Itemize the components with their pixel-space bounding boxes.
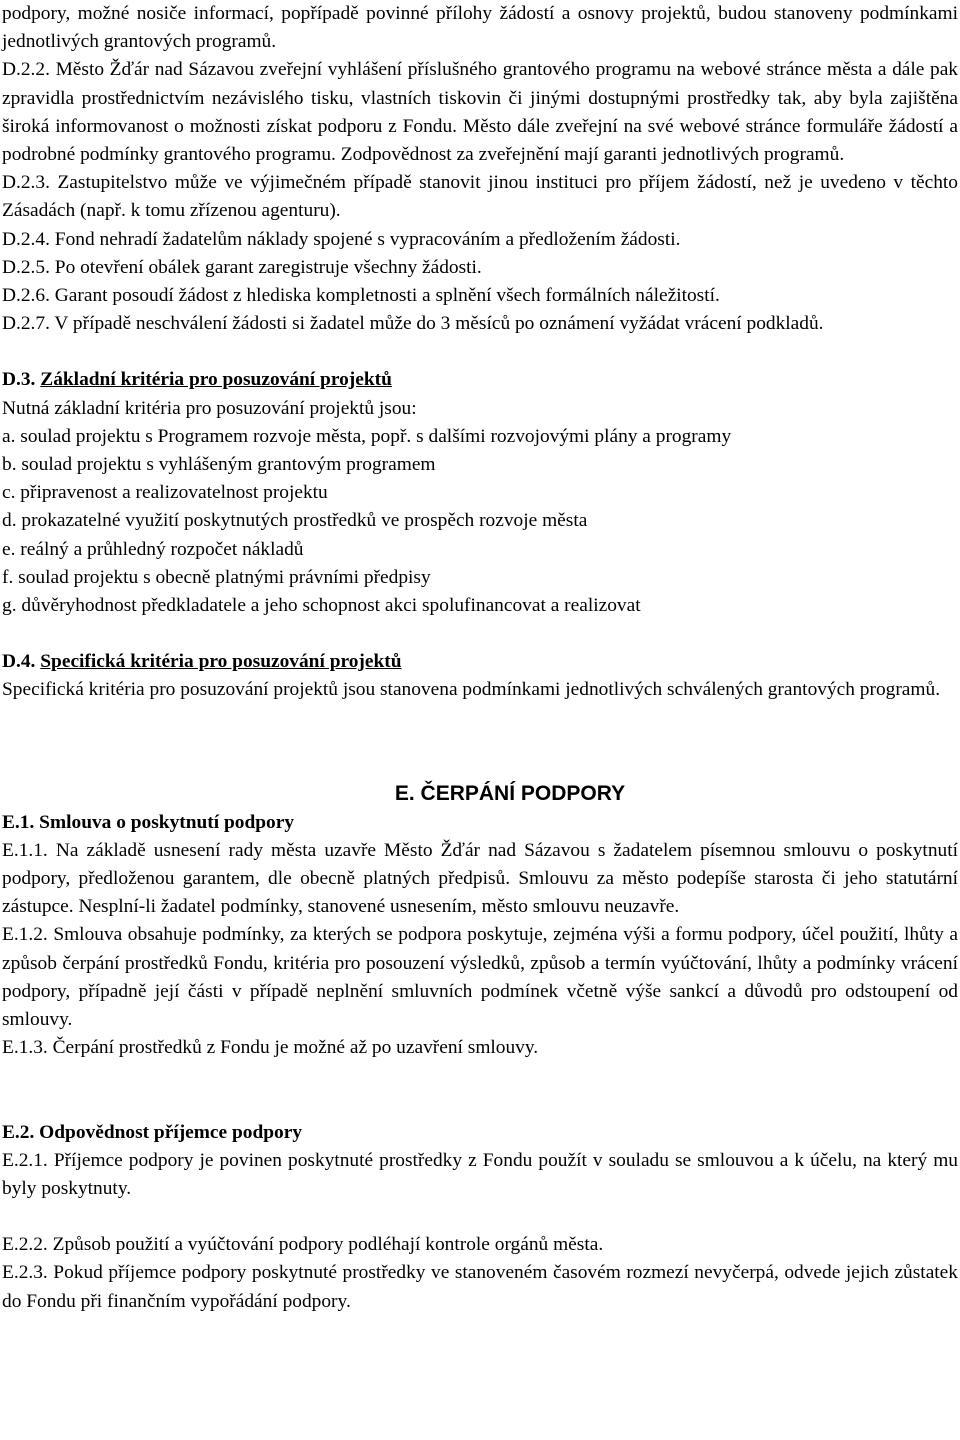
heading-d3-number: D.3. xyxy=(2,369,36,391)
criteria-item-c: c. připravenost a realizovatelnost projektu xyxy=(2,482,328,504)
spacer xyxy=(2,705,958,779)
chapter-e-title: E. ČERPÁNÍ PODPORY xyxy=(394,781,626,805)
section-d3 xyxy=(2,366,958,620)
heading-d4-number: D.4. xyxy=(2,651,36,673)
paragraph-e2-3: E.2.3. Pokud příjemce podpory poskytnuté prostředky ve stanoveném časovém rozmezí nevyčerpá, odvede jejich zůstatek do Fondu při finančním vypořádání podpory. xyxy=(2,1262,958,1312)
criteria-item-d: d. prokazatelné využití poskytnutých prostředků ve prospěch rozvoje města xyxy=(2,510,588,532)
spacer xyxy=(2,620,958,648)
criteria-item-b: b. soulad projektu s vyhlášeným grantovým programem xyxy=(2,454,436,476)
spacer xyxy=(2,338,958,366)
heading-e1: E.1. Smlouva o poskytnutí podpory xyxy=(2,811,295,833)
heading-d4 xyxy=(2,648,958,676)
section-e2 xyxy=(2,1119,958,1316)
criteria-item-a: a. soulad projektu s Programem rozvoje města, popř. s dalšími rozvojovými plány a programy xyxy=(2,425,732,447)
section-d4 xyxy=(2,648,958,704)
paragraph-d2-2: D.2.2. Město Žďár nad Sázavou zveřejní vyhlášení příslušného grantového programu na webové stránce města a dále pak zpravidla prostřednictvím nezávislého tisku, vlastních tiskovin či jinými dostupnými prostředky tak, aby byla zajištěna široká informovanost o možnosti získat podporu z Fondu. Město dále zveřejní na své webové stránce formuláře žádostí a podrobné podmínky grantového programu. Zodpovědnost za zveřejnění mají garanti jednotlivých programů. xyxy=(2,59,958,166)
paragraph-e1-2: E.1.2. Smlouva obsahuje podmínky, za kterých se podpora poskytuje, zejména výši a formu podpory, účel použití, lhůty a způsob čerpání prostředků Fondu, kritéria pro posouzení výsledků, způsob a termín vyúčtování, lhůty a podmínky vrácení podpory, případně její části v případě neplnění smluvních podmínek včetně výše sankcí a důvodů pro odstoupení od smlouvy. xyxy=(2,924,958,1031)
paragraph-e1-1: E.1.1. Na základě usnesení rady města uzavře Město Žďár nad Sázavou s žadatelem písemnou smlouvu o poskytnutí podpory, předloženou garantem, dle obecně platných předpisů. Smlouvu za město podepíše starosta či jeho statutární zástupce. Nesplní-li žadatel podmínky, stanovené usnesením, město smlouvu neuzavře. xyxy=(2,839,958,918)
heading-d4-title: Specifická kritéria pro posuzování projektů xyxy=(40,651,402,673)
criteria-item-g: g. důvěryhodnost předkladatele a jeho schopnost akci spolufinancovat a realizovat xyxy=(2,595,641,617)
paragraph-e2-2: E.2.2. Způsob použití a vyúčtování podpory podléhají kontrole orgánů města. xyxy=(2,1234,604,1256)
paragraph-d2-5: D.2.5. Po otevření obálek garant zaregistruje všechny žádosti. xyxy=(2,256,482,278)
criteria-item-f: f. soulad projektu s obecně platnými právními předpisy xyxy=(2,566,431,588)
section-d2-continued xyxy=(2,0,958,338)
paragraph-d2-3: D.2.3. Zastupitelstvo může ve výjimečném případě stanovit jinou instituci pro příjem žádostí, než je uvedeno v těchto Zásadách (např. k tomu zřízenou agenturu). xyxy=(2,172,958,222)
spacer xyxy=(2,1203,958,1231)
paragraph-d4: Specifická kritéria pro posuzování projektů jsou stanovena podmínkami jednotlivých schválených grantových programů. xyxy=(2,679,941,701)
paragraph-e2-1: E.2.1. Příjemce podpory je povinen poskytnuté prostředky z Fondu použít v souladu se smlouvou a k účelu, na který mu byly poskytnuty. xyxy=(2,1149,958,1199)
criteria-item-e: e. reálný a průhledný rozpočet nákladů xyxy=(2,538,304,560)
heading-e2: E.2. Odpovědnost příjemce podpory xyxy=(2,1121,303,1143)
paragraph-d2-4: D.2.4. Fond nehradí žadatelům náklady spojené s vypracováním a předložením žádosti. xyxy=(2,228,681,250)
paragraph-d2-1-tail: podpory, možné nosiče informací, popřípadě povinné přílohy žádostí a osnovy projektů, budou stanoveny podmínkami jednotlivých grantových programů. xyxy=(2,3,958,53)
paragraph-e1-3: E.1.3. Čerpání prostředků z Fondu je možné až po uzavření smlouvy. xyxy=(2,1037,539,1059)
spacer xyxy=(2,1063,958,1119)
paragraph-d2-7: D.2.7. V případě neschválení žádosti si žadatel může do 3 měsíců po oznámení vyžádat vrácení podkladů. xyxy=(2,313,824,335)
section-e1 xyxy=(2,809,958,1063)
paragraph-d2-6: D.2.6. Garant posoudí žádost z hlediska kompletnosti a splnění všech formálních náležitostí. xyxy=(2,285,720,307)
heading-d3-title: Základní kritéria pro posuzování projektů xyxy=(40,369,392,391)
heading-d3 xyxy=(2,366,958,394)
criteria-intro: Nutná základní kritéria pro posuzování projektů jsou: xyxy=(2,397,417,419)
